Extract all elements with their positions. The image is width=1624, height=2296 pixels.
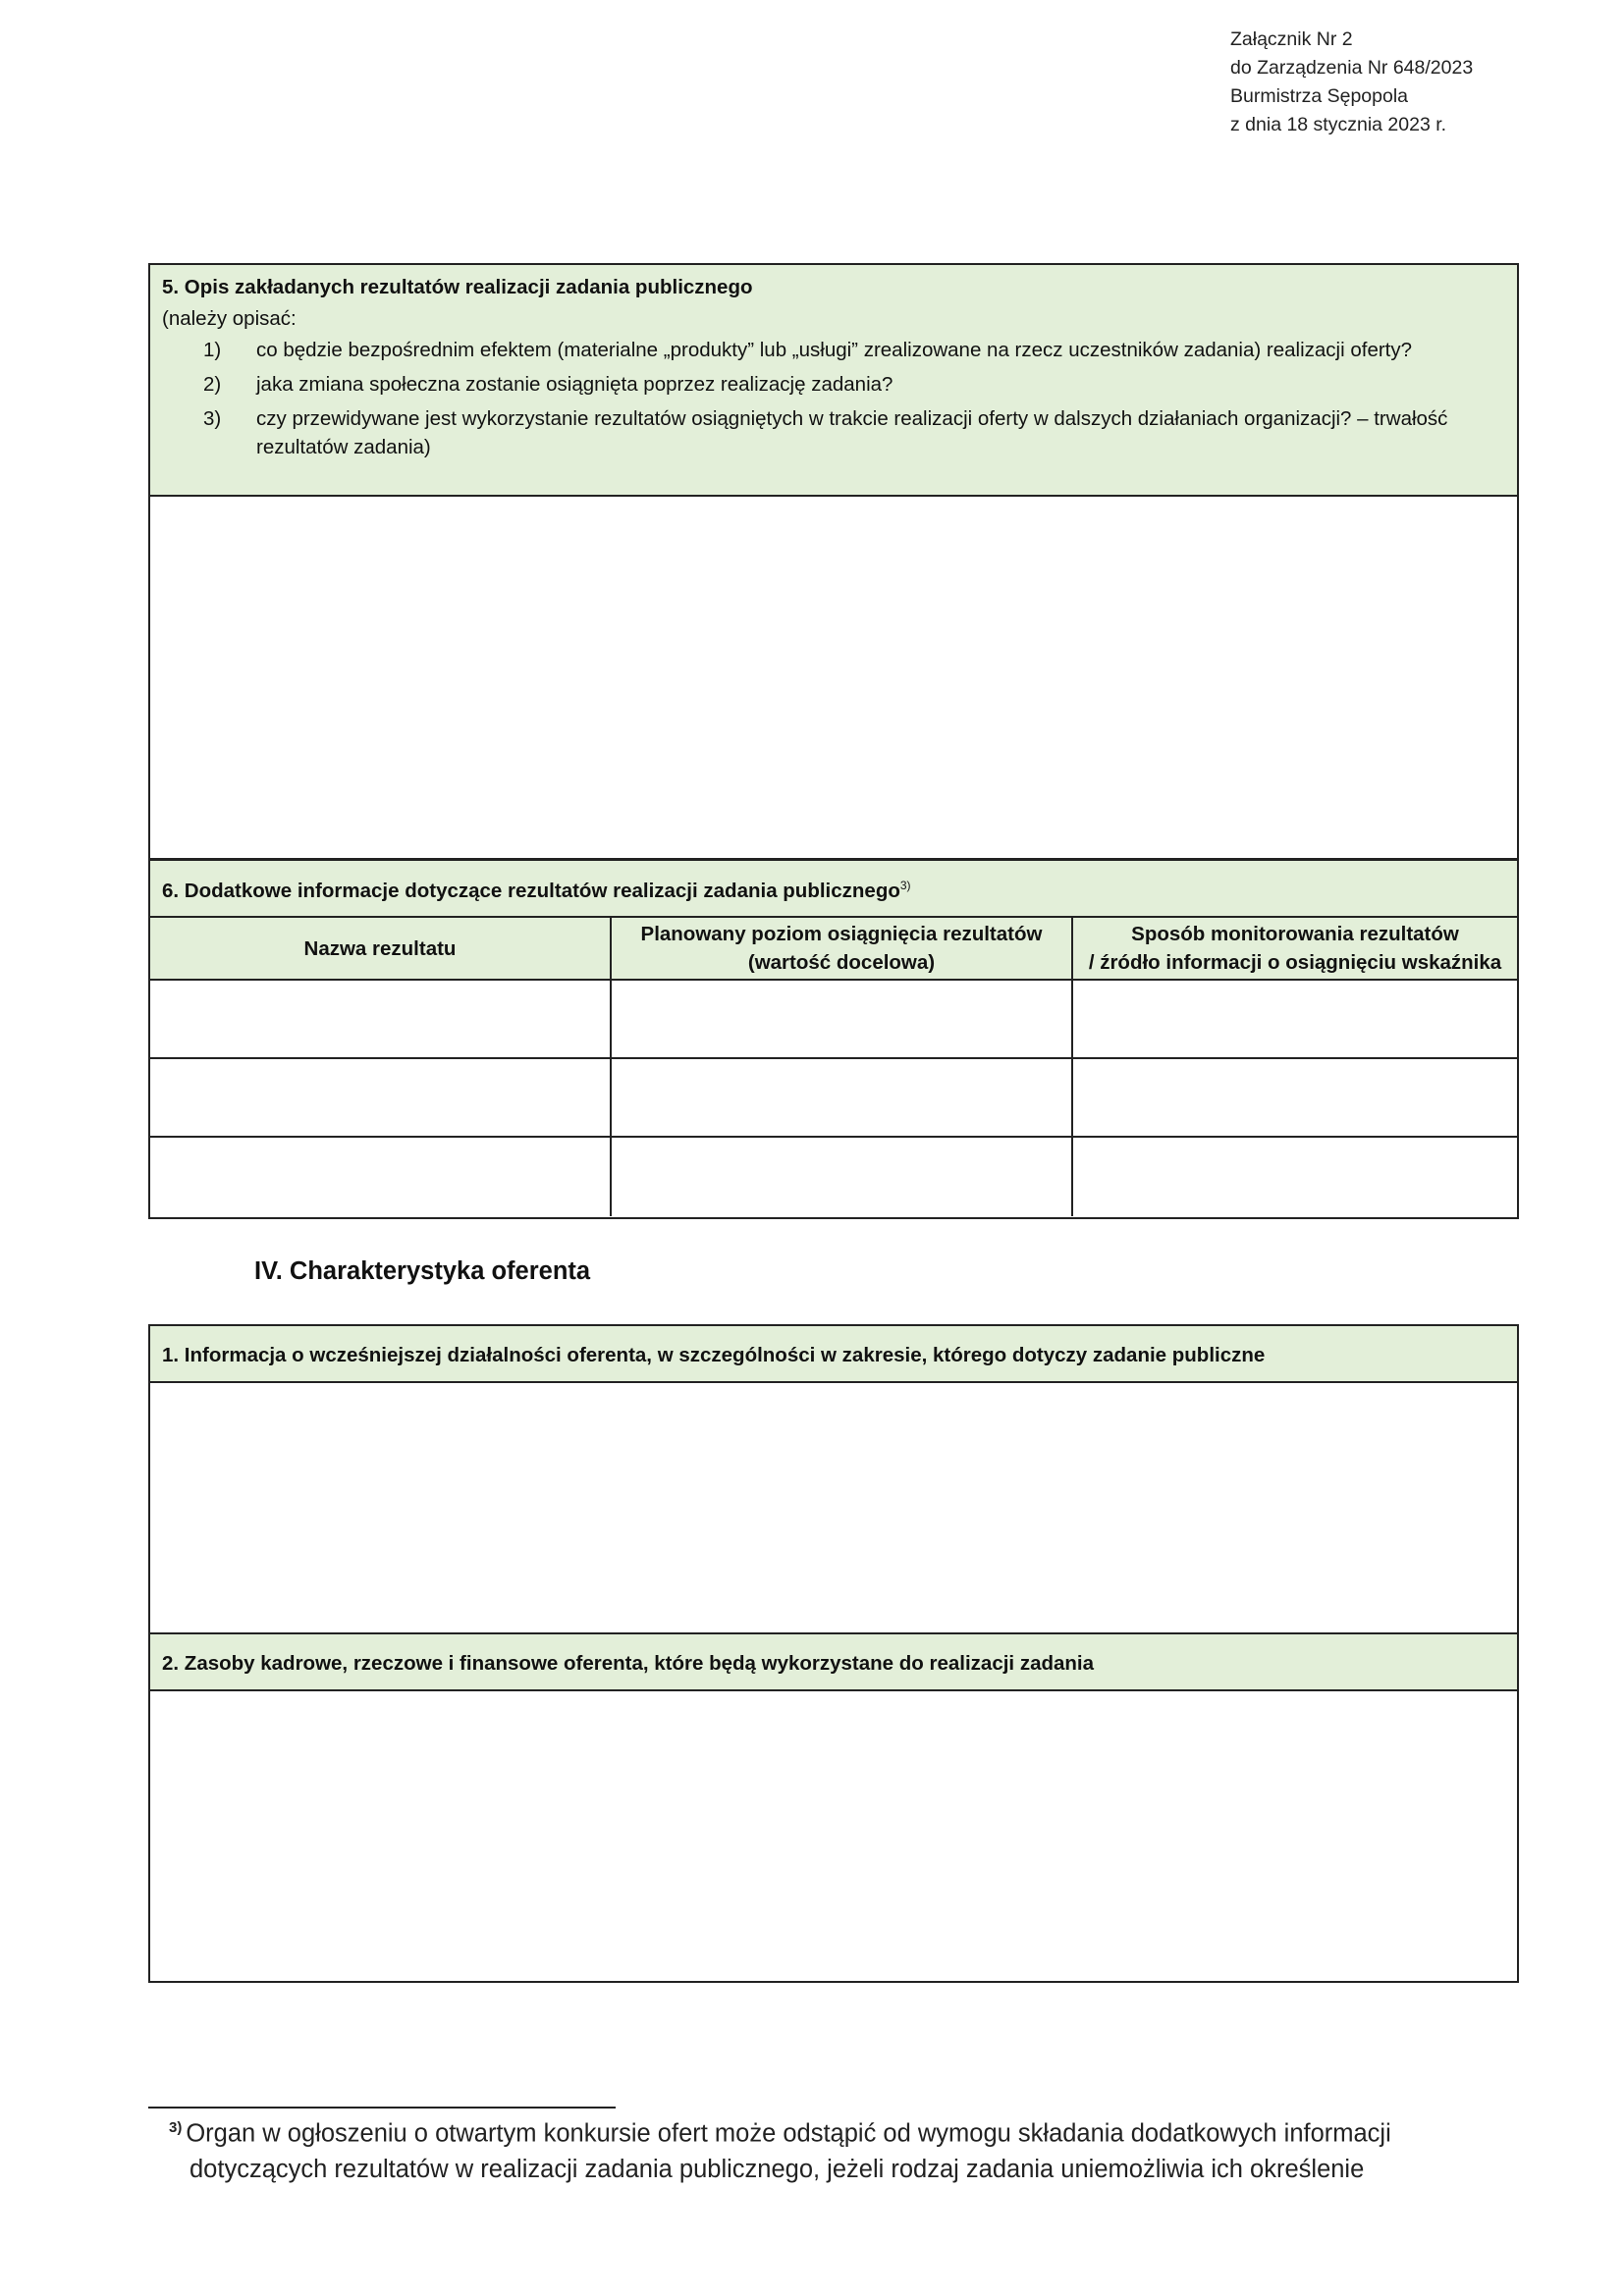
column-header-target-level — [612, 918, 1073, 981]
table-cell-input[interactable] — [150, 981, 612, 1059]
footnote — [169, 2110, 1445, 2187]
part-4-heading: IV. Charakterystyka oferenta — [254, 1257, 591, 1285]
section-5-header — [150, 265, 1517, 497]
monitoring-line-1: Sposób monitorowania rezultatów — [1131, 923, 1459, 945]
footnote-text-2: dotyczących rezultatów w realizacji zadania publicznego, jeżeli rodzaj zadania uniemożliwia ich określenie — [189, 2155, 1365, 2183]
section-5-intro: (należy opisać: — [162, 307, 297, 330]
item-text: co będzie bezpośrednim efektem (materialne „produkty” lub „usługi” zrealizowane na rzecz uczestników zadania) realizacji oferty? — [256, 339, 1413, 361]
table-cell-input[interactable] — [150, 1059, 612, 1138]
resources-title: 2. Zasoby kadrowe, rzeczowe i finansowe oferenta, które będą wykorzystane do realizacji zadania — [150, 1634, 1517, 1691]
table-cell-input[interactable] — [1073, 1138, 1517, 1216]
item-number: 3) — [203, 407, 222, 430]
annex-line-2: do Zarządzenia Nr 648/2023 — [1230, 57, 1474, 79]
resources-answer-field[interactable] — [150, 1691, 1517, 1981]
item-text: jaka zmiana społeczna zostanie osiągnięta poprzez realizację zadania? — [256, 373, 893, 396]
footnote-divider — [148, 2107, 616, 2109]
prior-activity-section — [148, 1324, 1519, 1634]
results-table — [150, 918, 1517, 1216]
column-header-result-name: Nazwa rezultatu — [150, 918, 612, 981]
section-6-header — [150, 861, 1517, 918]
annex-line-1: Załącznik Nr 2 — [1230, 28, 1353, 50]
section-6-title: 6. Dodatkowe informacje dotyczące rezultatów realizacji zadania publicznego — [162, 879, 900, 902]
table-cell-input[interactable] — [1073, 1059, 1517, 1138]
annex-header — [1230, 26, 1473, 139]
table-cell-input[interactable] — [612, 981, 1073, 1059]
resources-section — [148, 1632, 1519, 1983]
annex-line-4: z dnia 18 stycznia 2023 r. — [1230, 114, 1447, 135]
item-number: 1) — [203, 339, 222, 361]
footnote-mark: 3) — [169, 2119, 183, 2136]
prior-activity-answer-field[interactable] — [150, 1383, 1517, 1632]
monitoring-line-2: / źródło informacji o osiągnięciu wskaźnika — [1088, 951, 1502, 974]
footnote-ref: 3) — [899, 879, 911, 892]
section-5-item — [162, 404, 1505, 461]
section-5-title: 5. Opis zakładanych rezultatów realizacji zadania publicznego — [162, 276, 753, 298]
section-6-additional-results — [148, 859, 1519, 1219]
section-5-item — [162, 370, 1505, 399]
footnote-line-1 — [169, 2110, 1445, 2152]
prior-activity-title: 1. Informacja o wcześniejszej działalności oferenta, w szczególności w zakresie, którego dotyczy zadanie publiczne — [150, 1326, 1517, 1383]
column-header-monitoring — [1073, 918, 1517, 981]
target-level-line-1: Planowany poziom osiągnięcia rezultatów — [640, 923, 1043, 945]
section-5-answer-field[interactable] — [150, 497, 1517, 858]
table-cell-input[interactable] — [612, 1059, 1073, 1138]
table-cell-input[interactable] — [612, 1138, 1073, 1216]
section-5-item — [162, 336, 1505, 364]
item-number: 2) — [203, 373, 222, 396]
target-level-line-2: (wartość docelowa) — [747, 951, 936, 974]
item-text: czy przewidywane jest wykorzystanie rezultatów osiągniętych w trakcie realizacji oferty w dalszych działaniach organizacji? – trwałość rezultatów zadania) — [256, 407, 1448, 458]
footnote-text-1: Organ w ogłoszeniu o otwartym konkursie ofert może odstąpić od wymogu składania dodatkowych informacji — [186, 2119, 1391, 2148]
table-cell-input[interactable] — [1073, 981, 1517, 1059]
section-5-results-description — [148, 263, 1519, 860]
annex-line-3: Burmistrza Sępopola — [1230, 85, 1409, 107]
table-cell-input[interactable] — [150, 1138, 612, 1216]
